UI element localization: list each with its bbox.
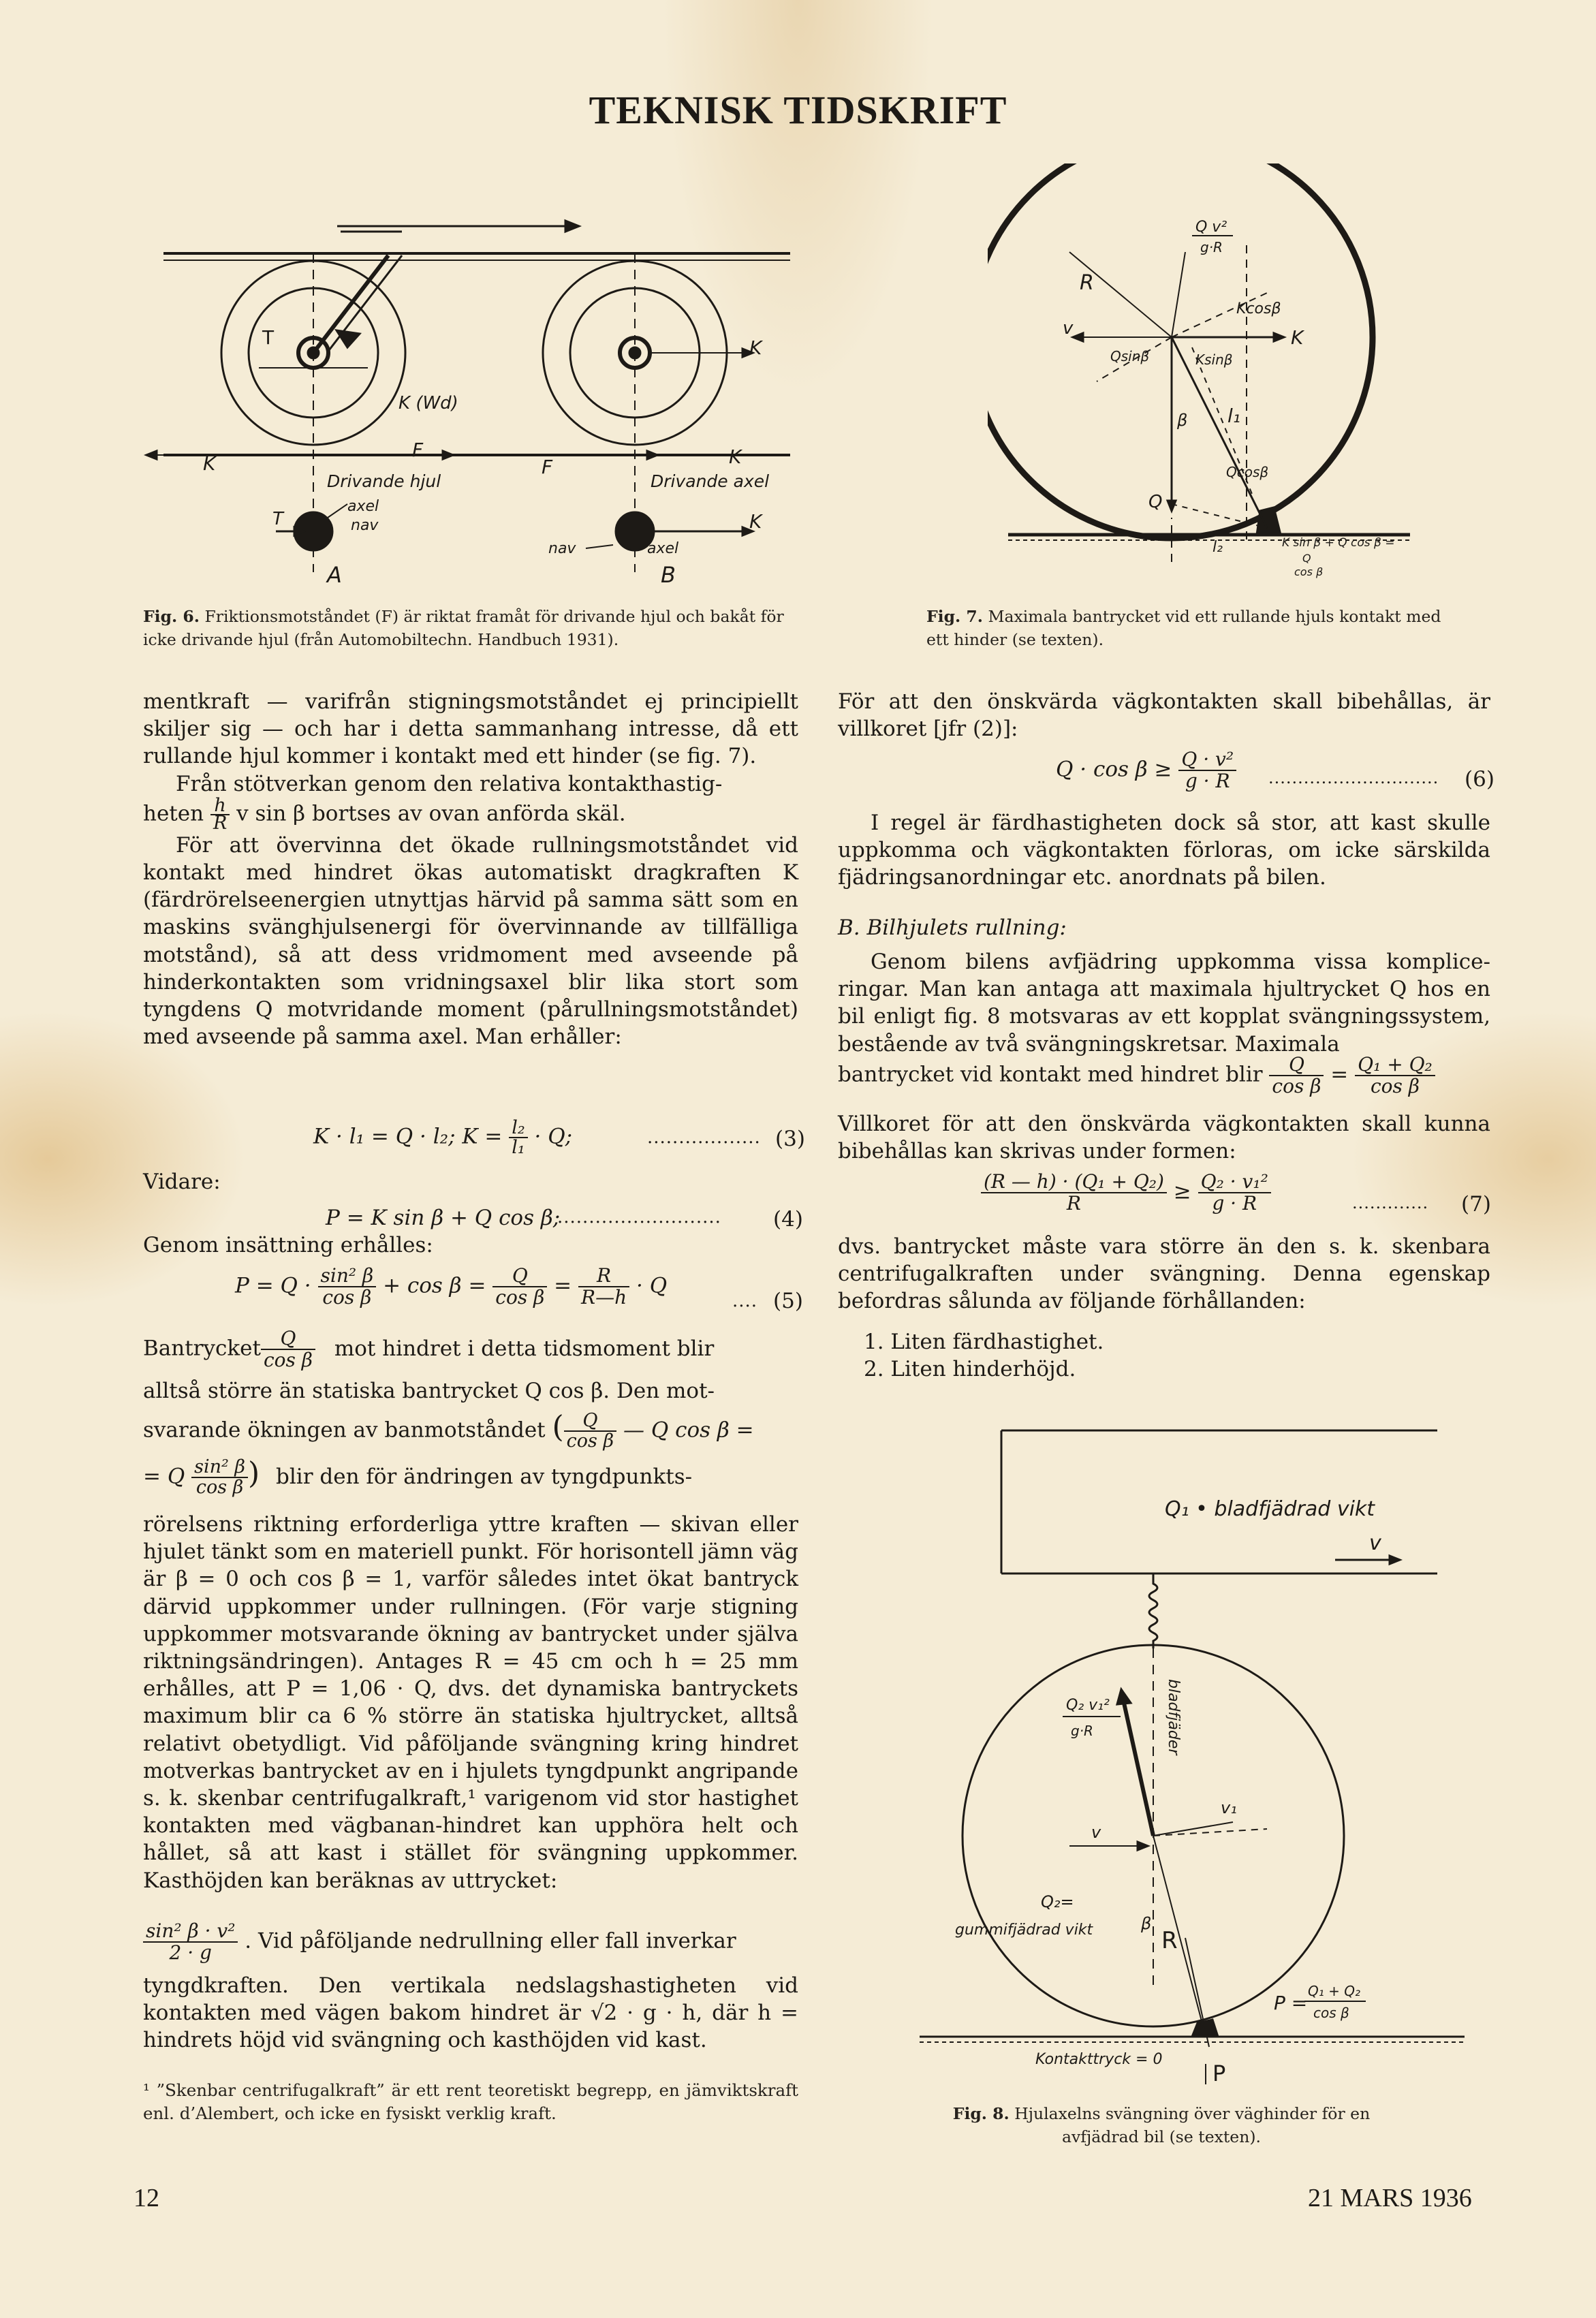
- fig7-label-beta: β: [1177, 411, 1188, 430]
- p4-frac2: [1355, 1054, 1435, 1097]
- formula-7-number: (7): [1461, 1192, 1491, 1217]
- figure-6-caption-text: Friktionsmotståndet (F) är riktat framåt för drivande hjul och bakåt för icke drivande hjul (från Automobiltechn. Handbuch 1931).: [143, 607, 784, 649]
- fig6-label-t2: T: [272, 509, 283, 529]
- fig6-label-axel2: axel: [647, 540, 679, 557]
- left-paragraph-3: För att övervinna det ökade rullningsmotståndet vid kontakt med hindret ökas automatiskt dragkraften K (färdrörelseenergien utnyttjas härvid på samma sätt som en maskins svänghjulsenergi för övervinnande av tillfälliga motstånd), så att dess vridmoment med avseende på hinderkontakten som vridningsaxel blir lika stort som tyngdens Q motvridande moment (pårullningsmotståndet) med avseende på samma axel. Man erhåller:: [143, 832, 798, 1050]
- fig6-label-f: F: [412, 439, 424, 461]
- formula-5-frac3: [578, 1266, 629, 1308]
- formula-6-num: Q · v²: [1178, 749, 1236, 771]
- issue-date: 21 MARS 1936: [1308, 2184, 1472, 2212]
- right-paragraph-6: dvs. bantrycket måste vara större än den s. k. skenbara centrifugalkraften under svängning. Denna egenskap befordras sålunda av följande förhållanden:: [838, 1234, 1490, 1314]
- kasthojd-fraction: [143, 1921, 238, 1963]
- p4c-pre: = Q: [143, 1464, 185, 1489]
- section-heading-b: B. Bilhjulets rullning:: [838, 915, 1067, 940]
- bantrycket-word: Bantrycket: [143, 1336, 261, 1361]
- p4c-fraction: [191, 1458, 248, 1497]
- bantrycket-den: cos β: [263, 1349, 313, 1371]
- fig7-label-qsin: Qsinβ: [1110, 348, 1150, 364]
- fig8-label-kontakt: Kontakttryck = 0: [1035, 2051, 1163, 2068]
- fig7-label-qcos: Qcosβ: [1226, 464, 1269, 480]
- p4-d1: cos β: [1272, 1075, 1321, 1097]
- fig8-v-arrow: [1335, 1556, 1400, 1564]
- p4b-num: Q: [564, 1411, 616, 1432]
- left-paragraph-4c: = Q $\frac{\text{sin² β}}{\text{cos β}}$ ) blir den för ändringen av tyngdpunkts-: [143, 1456, 693, 1498]
- formula-3: [313, 1118, 572, 1157]
- fig6-label-f2: F: [542, 456, 553, 478]
- figure-8-diagram: [913, 1410, 1471, 2084]
- fig8-label-p: P: [1212, 2061, 1226, 2084]
- formula-3-number: (3): [775, 1127, 805, 1151]
- formula-3-num: l₂: [509, 1118, 527, 1138]
- fig6-label-b: B: [661, 562, 676, 588]
- formula-5-c: =: [554, 1273, 572, 1298]
- formula-5-frac1: [318, 1266, 377, 1308]
- formula-5-d: · Q: [636, 1273, 668, 1298]
- fig8-label-top: Q₁ • bladfjädrad vikt: [1165, 1497, 1375, 1521]
- fig6-label-axel: axel: [347, 498, 379, 515]
- p4c-den: cos β: [195, 1477, 244, 1498]
- left-paragraph-2b: [143, 794, 798, 834]
- fig8-label-p-eq: P =: [1274, 1992, 1308, 2014]
- left-paragraph-4b: svarande ökningen av banmotståndet ( $\frac{Q}{\text{cos β}}$ — Q cos β =: [143, 1409, 754, 1452]
- formula-6-number: (6): [1465, 767, 1495, 792]
- formula-4: P = K sin β + Q cos β;: [326, 1206, 561, 1230]
- fig6-label-k-left: K: [203, 452, 216, 475]
- fig8-label-p-num: Q₁ + Q₂: [1308, 1983, 1360, 1999]
- formula-5-d1: cos β: [322, 1286, 372, 1309]
- fig8-label-v1: v₁: [1221, 1798, 1237, 1817]
- p4-frac1: [1269, 1054, 1324, 1097]
- fig6-top-arrow: [337, 221, 579, 232]
- fig6-label-drivande-hjul: Drivande hjul: [327, 471, 441, 491]
- fig8-label-q2: Q₂=: [1041, 1892, 1074, 1911]
- conditions-list: [864, 1328, 1104, 1383]
- formula-5-frac2: [492, 1266, 547, 1308]
- vidare-label: Vidare:: [143, 1170, 221, 1194]
- fig7-label-ksin: Ksinβ: [1195, 351, 1233, 368]
- fig8-spring: [1149, 1573, 1157, 1648]
- formula-5-n3: R: [578, 1266, 629, 1287]
- left-column-upper: [143, 688, 798, 1050]
- bantrycket-post: mot hindret i detta tidsmoment blir: [334, 1336, 715, 1361]
- kontakt-heten: heten: [143, 801, 204, 826]
- figure-8-caption-label: Fig. 8.: [952, 2104, 1010, 2123]
- bortses-text: v sin β bortses av ovan anförda skäl.: [236, 801, 626, 826]
- fig6-label-drivande-axel: Drivande axel: [651, 471, 770, 491]
- fig6-small-wheel-a: [276, 504, 347, 550]
- formula-6-dots: .............................: [1268, 768, 1439, 787]
- left-paragraph-6: [143, 1921, 798, 1963]
- formula-5-d3: R—h: [581, 1286, 627, 1309]
- figure-6-diagram: [143, 204, 811, 593]
- formula-3-den: l₁: [512, 1137, 525, 1158]
- fig6-label-k: K: [749, 336, 762, 359]
- formula-7-n1: (R — h) · (Q₁ + Q₂): [981, 1172, 1167, 1193]
- left-paragraph-2a: Från stötverkan genom den relativa kontakthastig-: [176, 771, 723, 796]
- kasthojd-den: 2 · g: [169, 1941, 212, 1964]
- page-number: 12: [134, 2184, 159, 2212]
- left-paragraph-5: rörelsens riktning erforderliga yttre kraften — skivan eller hjulet tänkt som en materiell punkt. För horisontell jämn väg är β = 0 och cos β = 1, varför således intet ökat bantryck därvid uppkommer under rullningen. (För varje stigning uppkommer motsvarande ökning av bantrycket under själva riktningsändringen). Antages R = 45 cm och h = 25 mm erhålles, att P = 1,06 · Q, dvs. det dynamiska bantryckets maximum blir ca 6 % större än statiska hjultrycket, alltså relativt obetydligt. Vid påföljande svängning kring hindret motverkas bantrycket av en i hjulets tyngdpunkt angripande s. k. skenbar centrifugalkraft,¹ varigenom vid stor hastighet kontakten med vägbanan-hindret kan upphöra helt och hållet, så att kast i stället för svängning uppkommer. Kasthöjden kan beräknas av uttrycket:: [143, 1512, 798, 1893]
- p4-n1: Q: [1269, 1054, 1324, 1076]
- formula-7-ge: ≥: [1173, 1179, 1191, 1204]
- left-paragraph-1: mentkraft — varifrån stigningsmotståndet ej principiellt skiljer sig — och har i detta sammanhang intresse, då ett rullande hjul kommer i kontakt med ett hinder (se fig. 7).: [143, 689, 798, 769]
- genom-label: Genom insättning erhålles:: [143, 1233, 433, 1257]
- fig7-label-eq2: Q: [1302, 552, 1311, 565]
- formula-3-right: · Q;: [534, 1124, 573, 1149]
- fig8-label-bladfjader: bladfjäder: [1165, 1679, 1182, 1755]
- p4-pre: bantrycket vid kontakt med hindret blir: [838, 1062, 1263, 1087]
- fig7-label-eq1: K sin β + Q cos β =: [1282, 536, 1395, 550]
- figure-7-caption-text: Maximala bantrycket vid ett rullande hjuls kontakt med ett hinder (se texten).: [926, 607, 1441, 649]
- list-item: 1. Liten färdhastighet.: [864, 1330, 1104, 1354]
- p4-d2: cos β: [1370, 1075, 1420, 1097]
- fig8-label-beta: β: [1141, 1914, 1152, 1933]
- fig8-label-q2v1: Q₂ v₁²: [1066, 1697, 1110, 1714]
- formula-5-dots: ....: [732, 1291, 758, 1311]
- fig6-label-a: A: [327, 562, 342, 588]
- figure-7-caption: [926, 605, 1465, 651]
- formula-5-a: P = Q ·: [235, 1273, 311, 1298]
- p4-n2: Q₁ + Q₂: [1355, 1054, 1435, 1076]
- fig7-label-q: Q: [1148, 492, 1163, 512]
- bantrycket-num: Q: [261, 1328, 315, 1350]
- bantrycket-line: [143, 1328, 798, 1371]
- formula-6-fraction: [1178, 749, 1236, 792]
- fig7-label-gr: g·R: [1200, 239, 1223, 255]
- fig7-force-lines: [1069, 245, 1284, 562]
- p4-eq: =: [1330, 1062, 1349, 1087]
- fig8-label-gr: g·R: [1071, 1723, 1093, 1739]
- footnote: ¹ ”Skenbar centrifugalkraft” är ett rent teoretiskt begrepp, en jämviktskraft enl. d’Alembert, och icke en fysiskt verklig kraft.: [143, 2080, 798, 2123]
- right-paragraph-4: [838, 1054, 1490, 1097]
- formula-7: [981, 1172, 1271, 1214]
- figure-6-caption-label: Fig. 6.: [143, 607, 200, 626]
- fig7-label-l1: l₁: [1227, 405, 1241, 427]
- right-paragraph-3: Genom bilens avfjädring uppkomma vissa kompliceringar. Man kan antaga att maximala hjultrycket Q hos en bil enligt fig. 8 motsvaras av ett kopplat svängningssystem, bestående av två svängningskretsar. Maximala: [838, 950, 1490, 1056]
- right-paragraph-2: I regel är färdhastigheten dock så stor, att kast skulle uppkomma och vägkontakten förloras, om icke särskilda fjädringsanordningar etc. anordnats på bilen.: [838, 811, 1490, 890]
- formula-7-d1: R: [1066, 1192, 1082, 1215]
- fig6-label-k-right: K: [729, 445, 742, 468]
- motsvarande-text: svarande ökningen av banmotståndet: [143, 1418, 546, 1443]
- formula-5-number: (5): [773, 1289, 803, 1313]
- figure-8-caption-text: Hjulaxelns svängning över väghinder för en avfjädrad bil (se texten).: [1014, 2104, 1371, 2146]
- right-paragraph-5: Villkoret för att den önskvärda vägkontakten skall kunna bibehållas kan skrivas under formen:: [838, 1112, 1490, 1164]
- kasthojd-num: sin² β · v²: [143, 1921, 238, 1943]
- p4c-post: blir den för ändringen av tyngdpunkts-: [276, 1464, 693, 1489]
- formula-5-n1: sin² β: [318, 1266, 377, 1287]
- formula-5-d2: cos β: [495, 1286, 545, 1309]
- formula-3-left: K · l₁ = Q · l₂; K =: [313, 1124, 503, 1149]
- figure-7-diagram: [988, 163, 1478, 599]
- fig7-label-kcos: Kcosβ: [1236, 300, 1281, 317]
- figure-7-caption-label: Fig. 7.: [926, 607, 983, 626]
- left-paragraph-7: tyngdkraften. Den vertikala nedslagshastigheten vid kontakten med vägen bakom hindret är √2 · g · h, där h = hindrets höjd vid svängning och kasthöjden vid kast.: [143, 1973, 798, 2053]
- list-item: 2. Liten hinderhöjd.: [864, 1357, 1076, 1382]
- formula-4-number: (4): [773, 1207, 803, 1232]
- fig7-label-eq3: cos β: [1294, 565, 1324, 578]
- fig7-label-l2: l₂: [1212, 539, 1223, 556]
- formula-3-fraction: [509, 1118, 527, 1157]
- formula-3-dots: ..................: [647, 1127, 761, 1148]
- fig6-label-k-wd: K (Wd): [398, 393, 458, 413]
- fig8-label-omfjadrad: gummifjädrad vikt: [955, 1922, 1093, 1939]
- bantrycket-fraction: [261, 1328, 315, 1371]
- h-over-r-fraction: [210, 794, 230, 834]
- figure-6-caption: [143, 605, 797, 651]
- h-over-r-den: R: [213, 812, 228, 834]
- formula-7-dots: .............: [1352, 1193, 1429, 1212]
- h-over-r-num: h: [210, 798, 230, 815]
- formula-6: [1056, 749, 1236, 792]
- p4b-den: cos β: [566, 1430, 614, 1452]
- fig8-label-v-in: v: [1091, 1823, 1101, 1842]
- formula-7-frac2: [1198, 1172, 1271, 1214]
- formula-5: [235, 1266, 667, 1308]
- formula-5-n2: Q: [492, 1266, 547, 1287]
- fig7-label-k: K: [1291, 326, 1304, 349]
- left-paragraph-4a: alltså större än statiska bantrycket Q cos β. Den mot-: [143, 1379, 715, 1403]
- right-paragraph-1: För att den önskvärda vägkontakten skall bibehållas, är villkoret [jfr (2)]:: [838, 689, 1490, 742]
- formula-7-frac1: [981, 1172, 1167, 1214]
- fig6-label-nav2: nav: [548, 540, 576, 557]
- formula-5-b: + cos β =: [383, 1273, 486, 1298]
- kasthojd-post: . Vid påföljande nedrullning eller fall inverkar: [245, 1928, 736, 1954]
- formula-7-d2: g · R: [1212, 1192, 1257, 1215]
- fig8-label-r: R: [1161, 1927, 1178, 1954]
- p4b-fraction: [564, 1411, 616, 1451]
- fig6-label-nav: nav: [351, 517, 379, 534]
- fig8-label-p-den: cos β: [1313, 2005, 1349, 2021]
- fig7-label-qv2: Q v²: [1195, 219, 1227, 236]
- figure-8-caption: [913, 2102, 1410, 2148]
- fig6-label-k-axle: K: [749, 510, 762, 533]
- fig7-label-r: R: [1080, 271, 1094, 295]
- fig7-wheel: [988, 163, 1373, 538]
- fig7-label-v: v: [1063, 318, 1074, 339]
- fig8-label-v: v: [1369, 1531, 1381, 1555]
- formula-6-left: Q · cos β ≥: [1056, 757, 1172, 782]
- fig6-ground: [146, 451, 790, 459]
- p4c-num: sin² β: [191, 1458, 248, 1478]
- formula-7-n2: Q₂ · v₁²: [1198, 1172, 1271, 1193]
- masthead: TEKNISK TIDSKRIFT: [589, 88, 1007, 132]
- formula-6-den: g · R: [1185, 770, 1230, 792]
- p4b-post: — Q cos β =: [623, 1418, 754, 1443]
- formula-4-dots: ..........................: [557, 1207, 721, 1227]
- fig6-label-t: T: [262, 326, 275, 349]
